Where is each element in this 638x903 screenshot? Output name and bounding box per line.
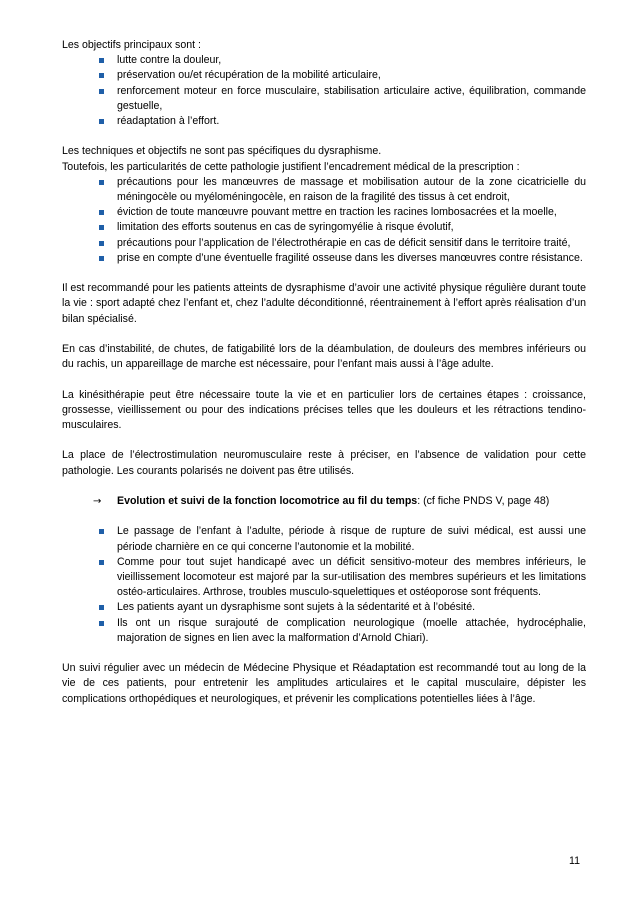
activity-paragraph: Il est recommandé pour les patients atteints de dysraphisme d’avoir une activité physique régulière durant toute la vie : sport adapté chez l’enfant et, chez l’adulte déconditionné, réentrainement à l’effort après réalisation d’un bilan spécialisé. [62, 282, 586, 325]
section-title: Evolution et suivi de la fonction locomotrice au fil du temps [117, 495, 418, 507]
followup-paragraph: Un suivi régulier avec un médecin de Médecine Physique et Réadaptation est recommandé tout au long de la vie de ces patients, pour entretenir les amplitudes articulaires et le capital musculaire, dépister les complications orthopédiques et neurologiques, et prévenir les complications potentielles liées à l’âge. [62, 662, 586, 705]
arrow-right-icon: → [93, 496, 102, 507]
square-bullet-icon [99, 560, 104, 565]
instability-paragraph: En cas d’instabilité, de chutes, de fatigabilité lors de la déambulation, de douleurs des membres inférieurs ou du rachis, un appareillage de marche est nécessaire, pour l’enfant mais aussi à l’âge adulte. [62, 343, 586, 371]
list-item: Ils ont un risque surajouté de complication neurologique (moelle attachée, hydrocéphalie, majoration de signes en lien avec la malformation d’Arnold Chiari). [62, 616, 586, 646]
list-item: renforcement moteur en force musculaire, stabilisation articulaire active, équilibration, commande gestuelle, [62, 84, 586, 114]
list-item: limitation des efforts soutenus en cas de syringomyélie à risque évolutif, [62, 220, 586, 235]
particularities-list [62, 175, 586, 266]
list-item: réadaptation à l’effort. [62, 114, 586, 129]
square-bullet-icon [99, 605, 104, 610]
objectives-intro: Les objectifs principaux sont : [62, 39, 201, 51]
square-bullet-icon [99, 241, 104, 246]
evolution-list [62, 524, 586, 646]
square-bullet-icon [99, 73, 104, 78]
objectives-list [62, 53, 586, 129]
list-item: précautions pour les manœuvres de massage et mobilisation autour de la zone cicatricielle du méningocèle ou myéloméningocèle, en raison de la fragilité des tissus à cet endroit, [62, 175, 586, 205]
square-bullet-icon [99, 58, 104, 63]
square-bullet-icon [99, 529, 104, 534]
list-item: lutte contre la douleur, [62, 53, 586, 68]
list-item: précautions pour l’application de l’électrothérapie en cas de déficit sensitif dans le territoire traité, [62, 236, 586, 251]
page-number: 11 [569, 855, 580, 867]
section-reference: : (cf fiche PNDS V, page 48) [417, 495, 550, 507]
square-bullet-icon [99, 119, 104, 124]
square-bullet-icon [99, 225, 104, 230]
list-item: préservation ou/et récupération de la mobilité articulaire, [62, 68, 586, 83]
square-bullet-icon [99, 621, 104, 626]
particularities-intro: Toutefois, les particularités de cette pathologie justifient l’encadrement médical de la prescription : [62, 160, 520, 173]
list-item: Comme pour tout sujet handicapé avec un déficit sensitivo-moteur des membres inférieurs, le vieillissement locomoteur est majoré par la sur-utilisation des membres supérieurs et les limitations ostéo-articulaires. Arthrose, troubles musculo-squelettiques et ostéoporose sont fréquents. [62, 555, 586, 601]
list-item: éviction de toute manœuvre pouvant mettre en traction les racines lombosacrées et la moelle, [62, 205, 586, 220]
square-bullet-icon [99, 180, 104, 185]
section-heading [62, 494, 586, 509]
list-item: Les patients ayant un dysraphisme sont sujets à la sédentarité et à l’obésité. [62, 600, 586, 615]
square-bullet-icon [99, 210, 104, 215]
square-bullet-icon [99, 256, 104, 261]
list-item: Le passage de l’enfant à l’adulte, période à risque de rupture de suivi médical, est aussi une période charnière en ce qui concerne l’autonomie et la mobilité. [62, 524, 586, 554]
electrostimulation-paragraph: La place de l’électrostimulation neuromusculaire reste à préciser, en l’absence de validation pour cette pathologie. Les courants polarisés ne doivent pas être utilisés. [62, 449, 586, 477]
techniques-paragraph: Les techniques et objectifs ne sont pas spécifiques du dysraphisme. [62, 145, 382, 158]
list-item: prise en compte d’une éventuelle fragilité osseuse dans les diverses manœuvres contre résistance. [62, 251, 586, 266]
square-bullet-icon [99, 89, 104, 94]
document-page [62, 38, 586, 707]
kinesitherapy-paragraph: La kinésithérapie peut être nécessaire toute la vie et en particulier lors de certaines étapes : croissance, grossesse, vieillissement ou pour des indications précises telles que les douleurs et les rétractions tendino-musculaires. [62, 388, 586, 432]
